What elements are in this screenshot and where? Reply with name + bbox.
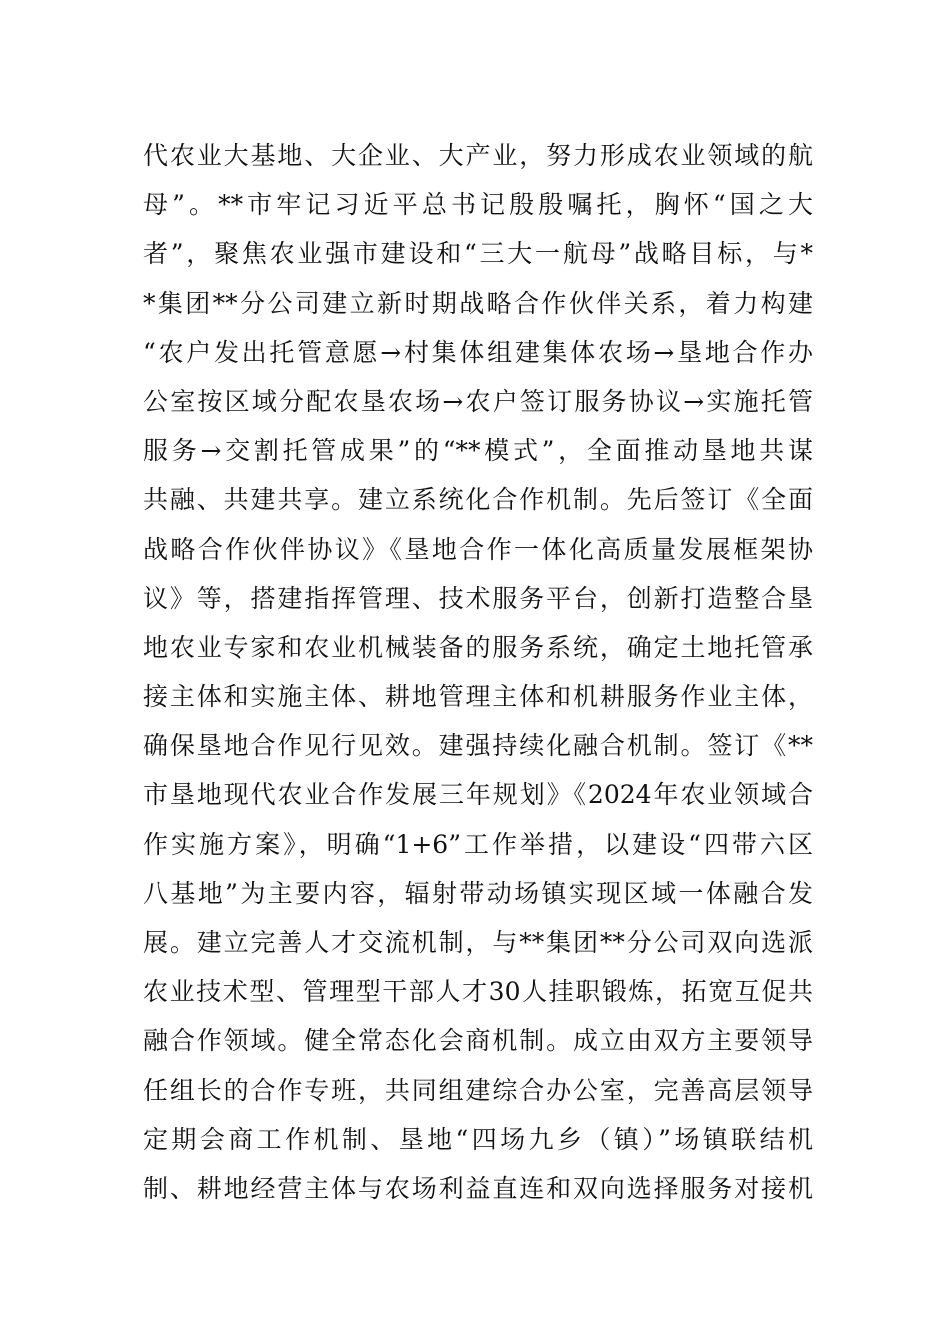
- paragraph-line: 农业技术型、管理型干部人才30人挂职锻炼，拓宽互促共: [143, 977, 813, 1007]
- paragraph-line: 共融、共建共享。建立系统化合作机制。先后签订《全面: [143, 485, 813, 515]
- paragraph-line: 者”，聚焦农业强市建设和“三大一航母”战略目标，与*: [143, 239, 813, 269]
- paragraph-line: 母”。**市牢记习近平总书记殷殷嘱托，胸怀“国之大: [143, 190, 813, 220]
- paragraph-line: 公室按区域分配农垦农场→农户签订服务协议→实施托管: [143, 386, 813, 416]
- body-paragraph: [143, 131, 813, 1213]
- paragraph-line: 地农业专家和农业机械装备的服务系统，确定土地托管承: [143, 632, 813, 662]
- paragraph-line: 定期会商工作机制、垦地“四场九乡（镇）”场镇联结机: [143, 1124, 813, 1154]
- paragraph-line: 任组长的合作专班，共同组建综合办公室，完善高层领导: [143, 1075, 813, 1105]
- paragraph-line: 融合作领域。健全常态化会商机制。成立由双方主要领导: [143, 1026, 813, 1056]
- paragraph-line: 战略合作伙伴协议》《垦地合作一体化高质量发展框架协: [143, 534, 813, 564]
- paragraph-line: 代农业大基地、大企业、大产业，努力形成农业领域的航: [143, 141, 813, 170]
- paragraph-line: 作实施方案》，明确“1+6”工作举措，以建设“四带六区: [143, 829, 813, 859]
- paragraph-line: 议》等，搭建指挥管理、技术服务平台，创新打造整合垦: [143, 583, 813, 613]
- paragraph-line: 展。建立完善人才交流机制，与**集团**分公司双向选派: [143, 928, 813, 957]
- paragraph-line: *集团**分公司建立新时期战略合作伙伴关系，着力构建: [143, 288, 813, 318]
- paragraph-line: 确保垦地合作见行见效。建强持续化融合机制。签订《**: [143, 731, 813, 761]
- paragraph-line: 制、耕地经营主体与农场利益直连和双向选择服务对接机: [143, 1173, 813, 1203]
- paragraph-line: 八基地”为主要内容，辐射带动场镇实现区域一体融合发: [143, 878, 813, 908]
- paragraph-line: “农户发出托管意愿→村集体组建集体农场→垦地合作办: [143, 337, 813, 367]
- paragraph-line: 市垦地现代农业合作发展三年规划》《2024年农业领域合: [143, 780, 813, 810]
- paragraph-line: 接主体和实施主体、耕地管理主体和机耕服务作业主体，: [143, 682, 813, 712]
- paragraph-line: 服务→交割托管成果”的“**模式”，全面推动垦地共谋: [143, 436, 813, 466]
